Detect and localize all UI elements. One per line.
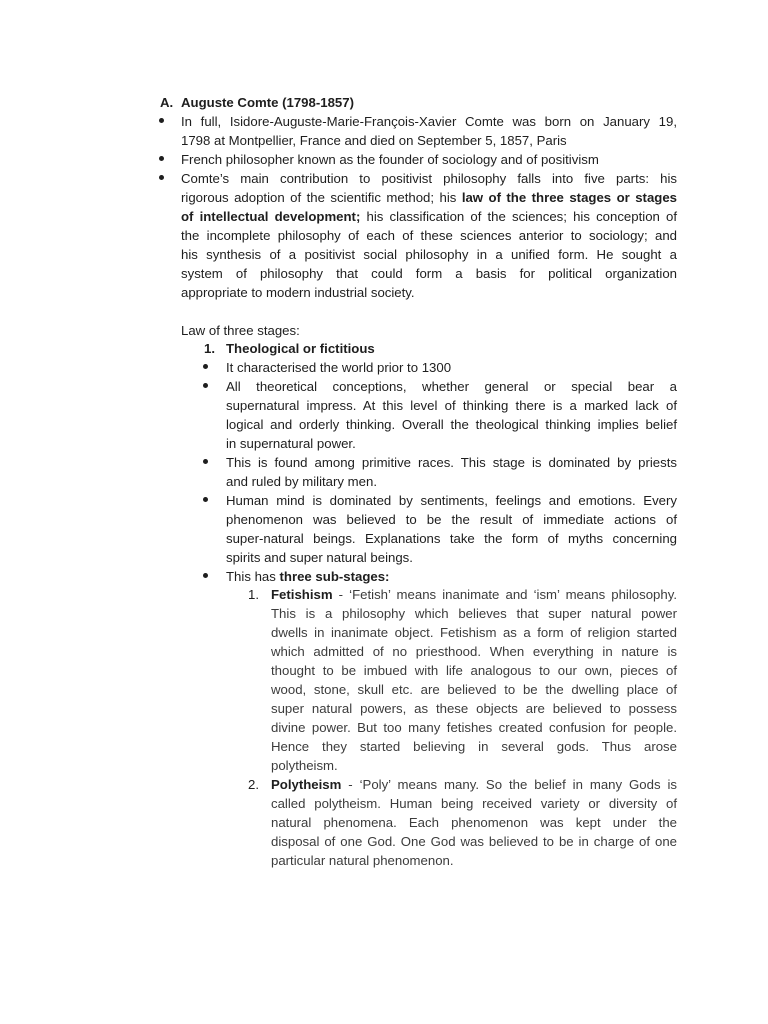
stage-1-point-4-line-1: Human mind is dominated by sentiments, feelings and emotions. Every	[226, 493, 677, 508]
substage-2-title: Polytheism	[271, 777, 342, 792]
bullet-3-line-5: his synthesis of a positivist social philosophy in a unified form. He sought a	[181, 247, 677, 262]
substage-2-first-line-text: - ‘Poly’ means many. So the belief in many Gods is	[341, 777, 677, 792]
law-heading: Law of three stages:	[181, 323, 300, 338]
bullet-3-line-2	[181, 188, 677, 207]
substage-1-line-3: dwells in inanimate object. Fetishism as a form of religion started	[271, 625, 677, 640]
substage-1-title: Fetishism	[271, 587, 333, 602]
stage-1-title: Theological or fictitious	[226, 341, 375, 356]
bullet-3-line-4: the incomplete philosophy of each of these sciences anterior to sociology; and	[181, 228, 677, 243]
stage-1-marker: 1.	[204, 341, 215, 356]
bullet-2-line-1: French philosopher known as the founder of sociology and of positivism	[181, 152, 599, 167]
bullet-3-line-6: system of philosophy that could form a basis for political organization	[181, 266, 677, 281]
bullet-3-line-3-text: his classification of the sciences; his conception of	[360, 209, 677, 224]
stage-1-point-3-line-2: and ruled by military men.	[226, 474, 377, 489]
stage-1-point-3-line-1: This is found among primitive races. This stage is dominated by priests	[226, 455, 677, 470]
bullet-dot	[203, 383, 208, 388]
substage-1-line-5: thought to be imbued with life analogous to our own, pieces of	[271, 663, 677, 678]
substage-1-marker: 1.	[248, 587, 259, 602]
stage-1-point-5-text: This has	[226, 569, 280, 584]
stage-1-point-2-line-4: in supernatural power.	[226, 436, 356, 451]
bullet-3-line-2-bold: law of the three stages or stages	[461, 190, 677, 205]
substage-2-line-1	[271, 775, 677, 794]
stage-1-point-4-line-2: phenomenon was believed to be the result of immediate actions of	[226, 512, 677, 527]
stage-1-point-5-line-1	[226, 567, 389, 586]
bullet-3-line-3	[181, 207, 677, 226]
bullet-3-line-7: appropriate to modern industrial society.	[181, 285, 415, 300]
bullet-dot	[159, 175, 164, 180]
bullet-3-line-3-bold: of intellectual development;	[181, 209, 361, 224]
substage-2-line-4: disposal of one God. One God was believed to be in charge of one	[271, 834, 677, 849]
stage-1-point-5-bold: three sub-stages:	[279, 569, 390, 584]
stage-1-point-4-line-3: super-natural beings. Explanations take the form of myths concerning	[226, 531, 677, 546]
substage-1-first-line-text: - ‘Fetish’ means inanimate and ‘ism’ means philosophy.	[332, 587, 677, 602]
substage-1-line-10: polytheism.	[271, 758, 338, 773]
substage-1-line-2: This is a philosophy which believes that super natural power	[271, 606, 677, 621]
bullet-1-line-2: 1798 at Montpellier, France and died on September 5, 1857, Paris	[181, 133, 567, 148]
substage-1-line-1	[271, 585, 677, 604]
bullet-3-line-1: Comte’s main contribution to positivist philosophy falls into five parts: his	[181, 171, 677, 186]
stage-1-point-2-line-1: All theoretical conceptions, whether general or special bear a	[226, 379, 677, 394]
stage-1-point-1-line-1: It characterised the world prior to 1300	[226, 360, 452, 375]
substage-2-marker: 2.	[248, 777, 259, 792]
stage-1-point-2-line-3: logical and orderly thinking. Overall the theological thinking implies belief	[226, 417, 677, 432]
substage-2-line-5: particular natural phenomenon.	[271, 853, 454, 868]
section-heading: Auguste Comte (1798-1857)	[181, 95, 354, 110]
substage-1-line-6: wood, stone, skull etc. are believed to be the dwelling place of	[271, 682, 677, 697]
bullet-dot	[159, 156, 164, 161]
bullet-dot	[203, 459, 208, 464]
section-marker: A.	[160, 95, 174, 110]
bullet-dot	[203, 497, 208, 502]
substage-1-line-7: super natural powers, as these objects are believed to possess	[271, 701, 677, 716]
bullet-dot	[203, 364, 208, 369]
bullet-dot	[203, 573, 208, 578]
stage-1-point-4-line-4: spirits and super natural beings.	[226, 550, 413, 565]
substage-1-line-8: divine power. But too many fetishes created confusion for people.	[271, 720, 677, 735]
bullet-dot	[159, 118, 164, 123]
substage-1-line-4: which admitted of no priesthood. When everything in nature is	[271, 644, 677, 659]
bullet-1-line-1: In full, Isidore-Auguste-Marie-François-Xavier Comte was born on January 19,	[181, 114, 677, 129]
substage-2-line-3: natural phenomena. Each phenomenon was kept under the	[271, 815, 677, 830]
bullet-3-line-2-text: rigorous adoption of the scientific method; his	[181, 190, 462, 205]
substage-1-line-9: Hence they started believing in several gods. Thus arose	[271, 739, 677, 754]
substage-2-line-2: called polytheism. Human being received variety or diversity of	[271, 796, 677, 811]
stage-1-point-2-line-2: supernatural impress. At this level of thinking there is a marked lack of	[226, 398, 677, 413]
